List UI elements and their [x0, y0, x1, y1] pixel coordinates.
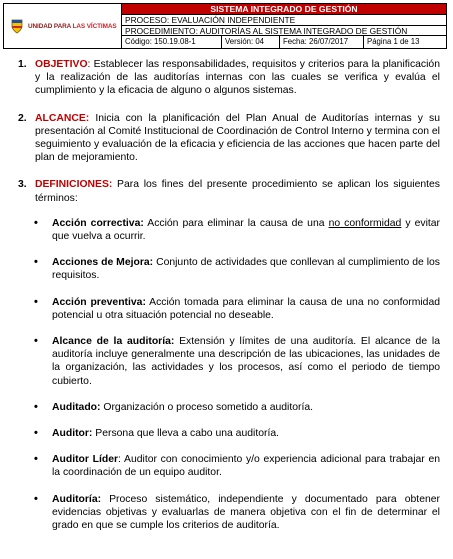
coat-of-arms-icon: [10, 18, 24, 34]
section-title: DEFINICIONES:: [35, 179, 113, 191]
bullet-icon: •: [34, 427, 38, 440]
list-item: • Auditor: Persona que lleva a cabo una auditoría.: [34, 427, 279, 440]
section-title: OBJETIVO: [35, 59, 88, 70]
header-table: [122, 4, 446, 48]
bullet-icon: •: [34, 492, 38, 505]
document-header: [3, 3, 447, 49]
system-title: SISTEMA INTEGRADO DE GESTIÓN: [122, 4, 446, 15]
document-version: Versión: 04: [222, 36, 280, 48]
bullet-icon: •: [34, 335, 38, 348]
document-meta: [122, 36, 446, 48]
bullet-icon: •: [34, 216, 38, 229]
logo: [4, 4, 122, 48]
list-item: • Acciones de Mejora: Conjunto de actividades que conllevan al cumplimiento de los requisitos.: [34, 256, 440, 282]
section-definiciones: 3. DEFINICIONES: Para los fines del presente procedimiento se aplican los siguientes términos:: [18, 179, 440, 204]
list-item: • Auditado: Organización o proceso sometido a auditoría.: [34, 400, 314, 413]
bullet-icon: •: [34, 400, 38, 413]
bullet-icon: •: [34, 453, 38, 466]
definitions-list: [18, 217, 440, 532]
list-item: • Auditor Líder: Auditor con conocimiento y/o experiencia adicional para trabajar en la coordinación de un equipo auditor.: [34, 453, 440, 479]
section-title: ALCANCE:: [35, 112, 90, 124]
procedure-name: PROCEDIMIENTO: AUDITORÍAS AL SISTEMA INTEGRADO DE GESTIÓN: [122, 26, 446, 37]
bullet-icon: •: [34, 295, 38, 308]
logo-text: UNIDAD PARA LAS VÍCTIMAS: [28, 22, 117, 30]
document-date: Fecha: 26/07/2017: [280, 36, 364, 48]
list-item: • Acción preventiva: Acción tomada para eliminar la causa de una no conformidad potencial u otra situación potencial no deseable.: [34, 295, 440, 321]
section-alcance: 2. ALCANCE: Inicia con la planificación del Plan Anual de Auditorías internas y su presentación al Comité Institucional de Coordinación de Control Interno y termina con el seguimiento y evaluación de la eficacia y eficiencia de las acciones que hacen parte del plan de mejoramiento.: [18, 112, 440, 164]
no-conformidad-link[interactable]: no conformidad: [328, 217, 402, 229]
list-item: • Alcance de la auditoría: Extensión y límites de una auditoría. El alcance de la auditoría incluye generalmente una descripción de las ubicaciones, las unidades de la organización, las actividades y los procesos, así como el periodo de tiempo cubierto.: [34, 335, 440, 387]
document-body: [18, 58, 440, 545]
list-item: • Auditoría: Proceso sistemático, independiente y documentado para obtener evidencias objetivas y evaluarlas de manera objetiva con el fin de determinar el grado en que se cumple los criterios de auditoría.: [34, 492, 440, 532]
process-name: PROCESO: EVALUACIÓN INDEPENDIENTE: [122, 15, 446, 26]
section-objetivo: 1. OBJETIVO: Establecer las responsabilidades, requisitos y criterios para la planificación y la realización de las auditorías internas con las cuales se verifica y evalúa el cumplimiento y la eficacia de alguno o algunos sistemas.: [18, 59, 440, 97]
document-code: Código: 150.19.08-1: [122, 36, 222, 48]
bullet-icon: •: [34, 256, 38, 269]
page-number: Página 1 de 13: [367, 37, 420, 47]
list-item: • Acción correctiva: Acción para eliminar la causa de una no conformidad y evitar que vuelva a ocurrir.: [34, 216, 441, 243]
